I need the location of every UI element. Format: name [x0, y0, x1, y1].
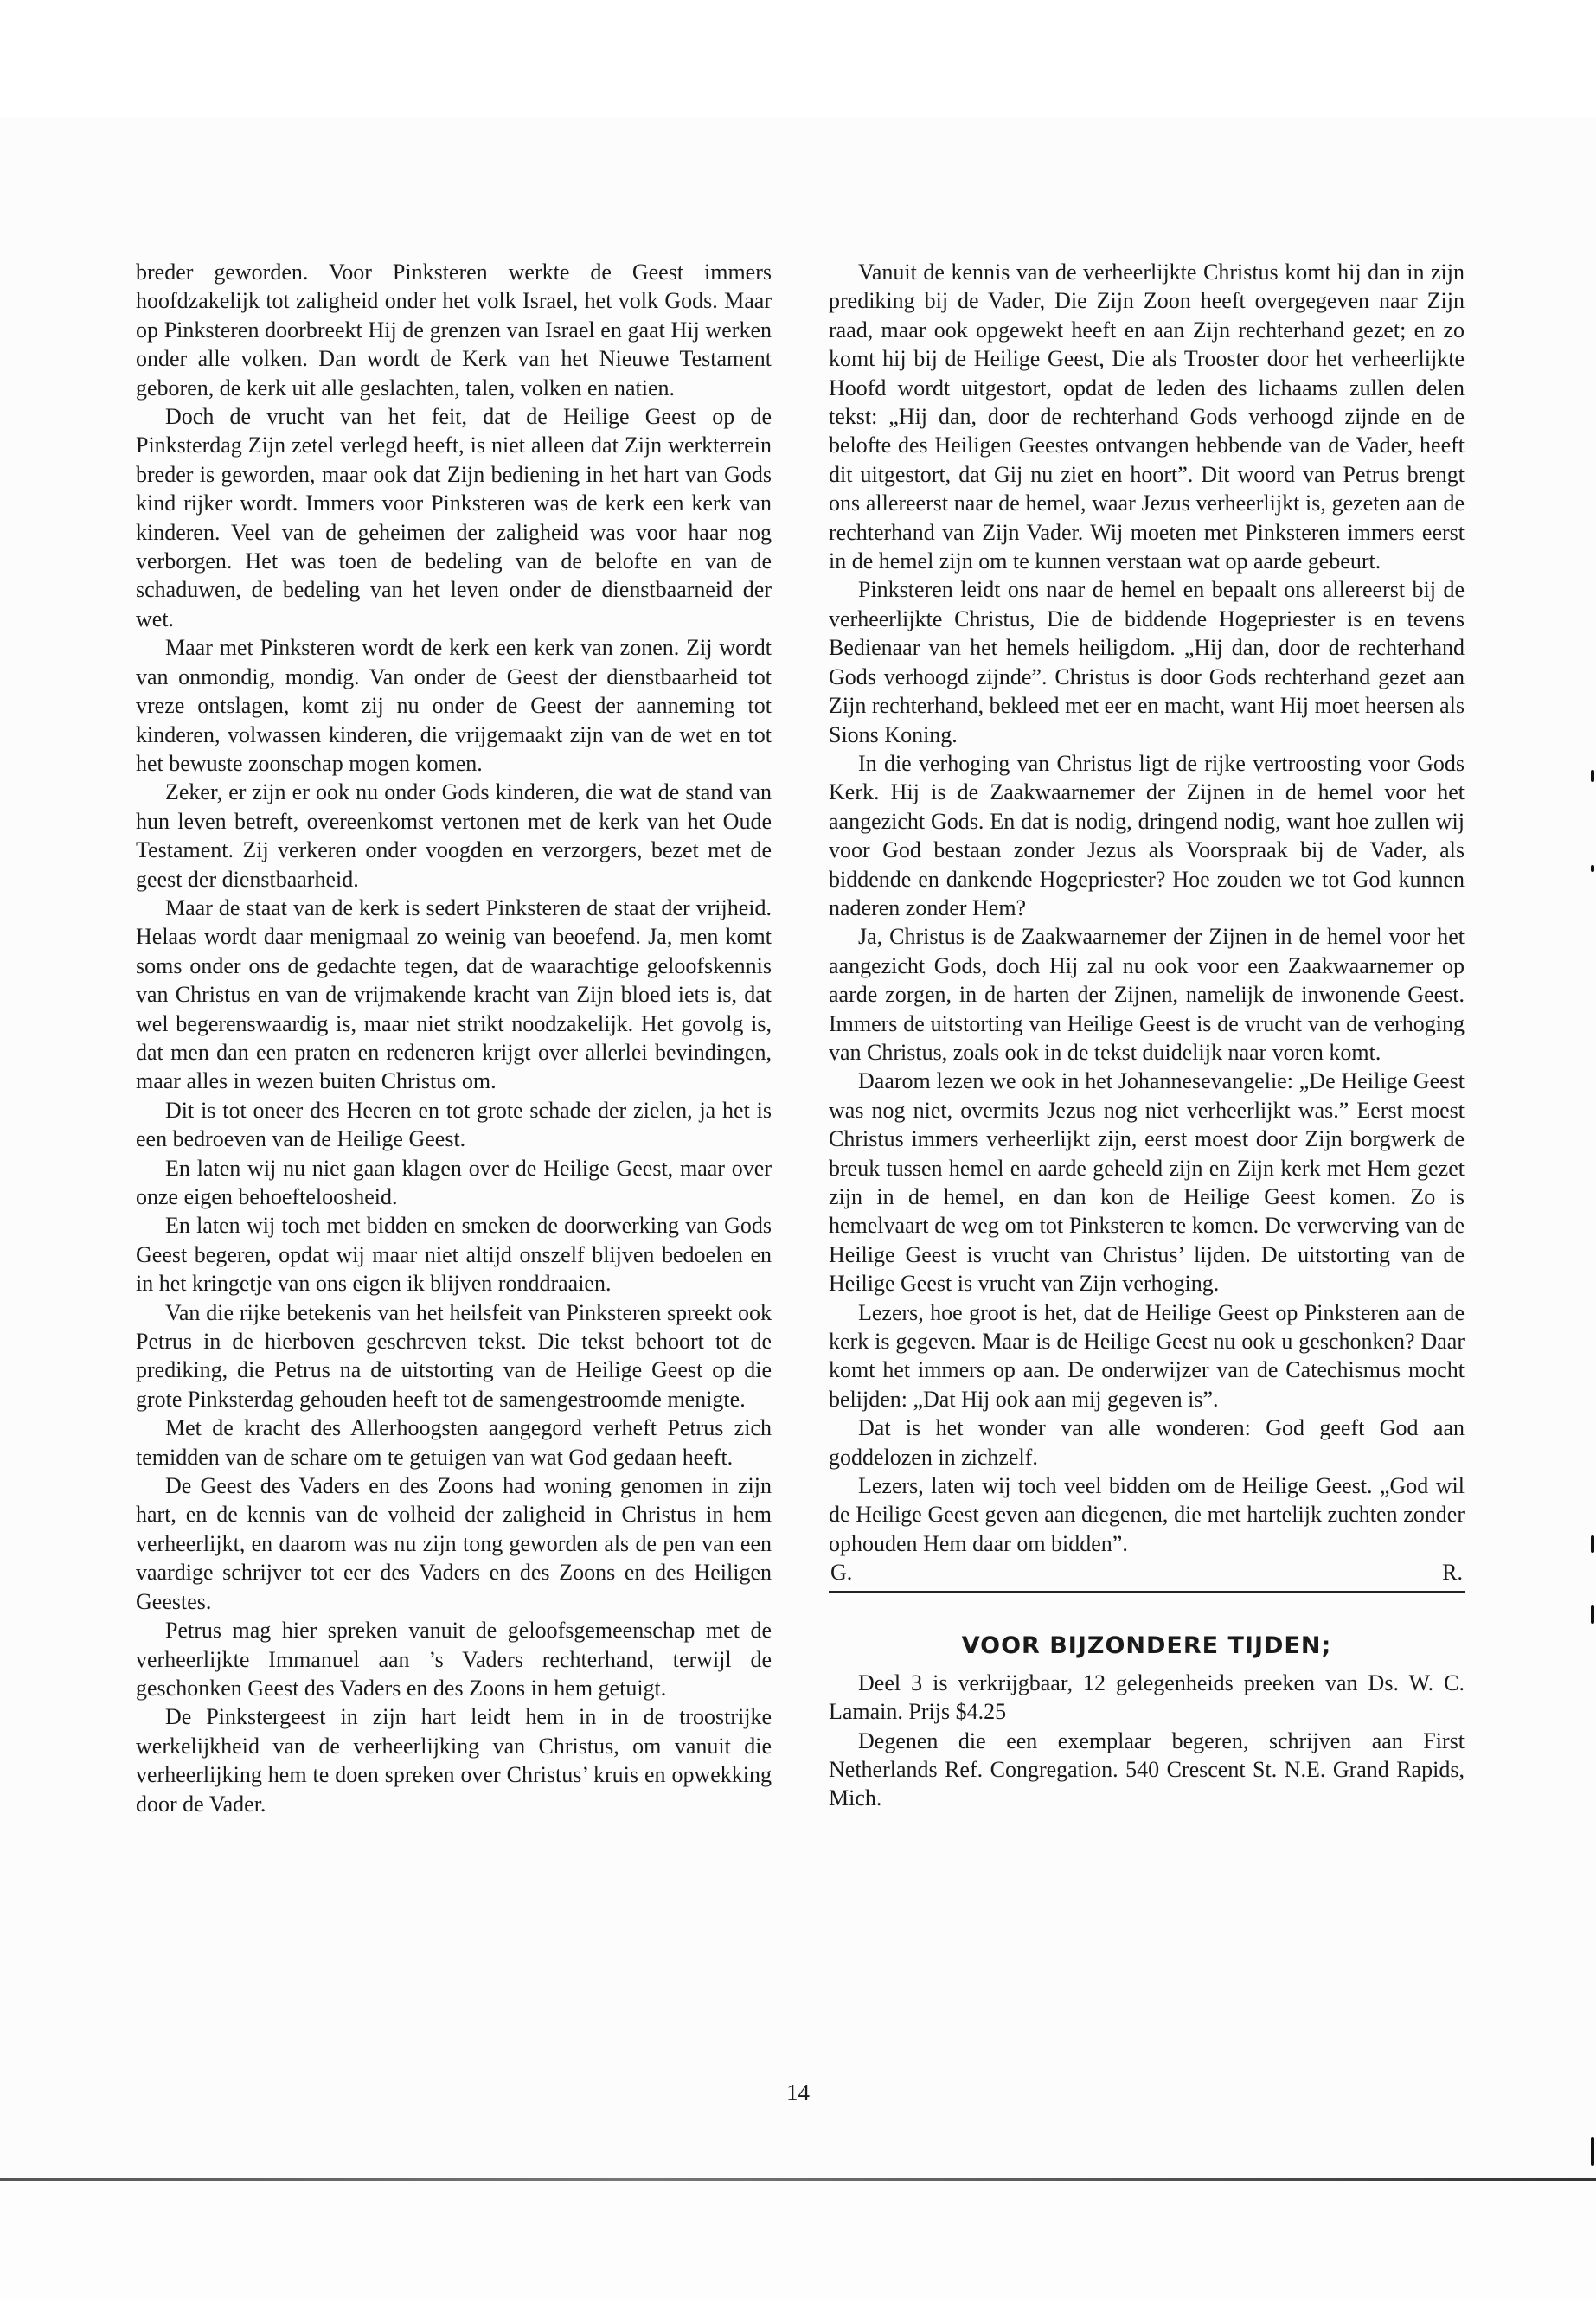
paragraph: Maar de staat van de kerk is sedert Pinksteren de staat der vrijheid. Helaas wordt daar menigmaal zo weinig van beoefend. Ja, men komt soms onder ons de gedachte tegen, dat de waarachtige geloofskennis van Christus en van de vrijmakende kracht van Zijn bloed iets is, dat wel begerenswaardig is, maar niet strikt noodzakelijk. Het govolg is, dat men dan een praten en redeneren krijgt over allerlei bevindingen, maar alles in wezen buiten Christus om.: [136, 894, 772, 1094]
signature-line: [829, 1558, 1465, 1592]
paragraph: Petrus mag hier spreken vanuit de geloofsgemeenschap met de verheerlijkte Immanuel aan ’s Vaders rechterhand, terwijl de geschonken Geest des Vaders en des Zoons in hem getuigt.: [136, 1618, 772, 1701]
paragraph: En laten wij toch met bidden en smeken de doorwerking van Gods Geest begeren, opdat wij maar niet altijd onszelf blijven bedoelen en in het kringetje van ons eigen ik blijven ronddraaien.: [136, 1213, 772, 1297]
top-margin: [0, 0, 1596, 117]
paragraph: Lezers, laten wij toch veel bidden om de Heilige Geest. „God wil de Heilige Geest geven aan diegenen, die met hartelijk zuchten zonder ophouden Hem daar om bidden”.: [829, 1473, 1465, 1556]
paragraph: Doch de vrucht van het feit, dat de Heilige Geest op de Pinksterdag Zijn zetel verlegd heeft, is niet alleen dat Zijn werkterrein breder is geworden, maar ook dat Zijn bediening in het hart van Gods kind rijker wordt. Immers voor Pinksteren was de kerk een kerk van kinderen. Veel van de geheimen der zaligheid was voor haar nog verborgen. Het was toen de bedeling van de belofte en van de schaduwen, de bedeling van het leven onder de dienstbaarneid der wet.: [136, 404, 772, 631]
paragraph: Lezers, hoe groot is het, dat de Heilige Geest op Pinksteren aan de kerk is gegeven. Maar is de Heilige Geest nu ook u geschonken? Daar komt het immers op aan. De onderwijzer van de Catechismus mocht belijden: „Dat Hij ook aan mij gegeven is”.: [829, 1299, 1465, 1412]
announcement-paragraph: Degenen die een exemplaar begeren, schrijven aan First Netherlands Ref. Congregation. 540 Crescent St. N.E. Grand Rapids, Mich.: [829, 1727, 1465, 1811]
scan-edge-mark: [1591, 1605, 1594, 1624]
paragraph: Daarom lezen we ook in het Johannesevangelie: „De Heilige Geest was nog niet, overmits Jezus nog niet verheerlijkt was.” Eerst moest Christus immers verheerlijkt zijn, eerst moest door Zijn borgwerk de breuk tussen hemel en aarde geheeld zijn en Zijn kerk met Hem gezet zijn in de hemel, en dan kon de Heilige Geest komen. Zo is hemelvaart de weg om tot Pinksteren te komen. De verwerving van de Heilige Geest is vrucht van Christus’ lijden. De uitstorting van de Heilige Geest is vrucht van Zijn verhoging.: [829, 1068, 1465, 1297]
right-column: [829, 258, 1465, 1813]
signature-initial-right: R.: [1442, 1560, 1463, 1586]
scan-edge-mark: [1591, 2137, 1594, 2166]
paragraph: Vanuit de kennis van de verheerlijkte Christus komt hij dan in zijn prediking bij de Vader, Die Zijn Zoon heeft overgegeven naar Zijn raad, maar ook opgewekt heeft en aan Zijn rechterhand gezet; en zo komt hij bij de Heilige Geest, Die als Trooster door het verheerlijkte Hoofd wordt uitgestort, opdat de leden des lichaams zullen delen tekst: „Hij dan, door de rechterhand Gods verhoogd zijnde en de belofte des Heiligen Geestes ontvangen hebbende van de Vader, heeft dit uitgestort, dat Gij nu ziet en hoort”. Dit woord van Petrus brengt ons allereerst naar de hemel, waar Jezus verheerlijkt is, gezeten aan de rechterhand van Zijn Vader. Wij moeten met Pinksteren immers eerst in de hemel zijn om te kunnen verstaan wat op aarde gebeurt.: [829, 260, 1465, 574]
paragraph: Dit is tot oneer des Heeren en tot grote schade der zielen, ja het is een bedroeven van de Heilige Geest.: [136, 1097, 772, 1152]
paragraph: De Geest des Vaders en des Zoons had woning genomen in zijn hart, en de kennis van de volheid der zaligheid in Christus in hem verheerlijkt, en daarom was nu zijn tong geworden als de pen van een vaardige schrijver tot eer des Vaders en des Zoons en des Heiligen Geestes.: [136, 1473, 772, 1614]
paragraph: Zeker, er zijn er ook nu onder Gods kinderen, die wat de stand van hun leven betreft, overeenkomst vertonen met de kerk van het Oude Testament. Zij verkeren onder voogden en verzorgers, bezet met de geest der dienstbaarheid.: [136, 779, 772, 892]
paragraph: Dat is het wonder van alle wonderen: God geeft God aan goddelozen in zichzelf.: [829, 1415, 1465, 1470]
left-column: [136, 258, 772, 1818]
paragraph: Maar met Pinksteren wordt de kerk een kerk van zonen. Zij wordt van onmondig, mondig. Van onder de Geest der dienstbaarheid tot vreze ontslagen, komt zij nu onder de Geest der aanneming tot kinderen, volwassen kinderen, die vrijgemaakt zijn van de wet en tot het bewuste zoonschap mogen komen.: [136, 635, 772, 776]
bottom-margin: [0, 2181, 1596, 2301]
scan-edge-mark: [1591, 770, 1594, 782]
signature-initial-left: G.: [830, 1560, 853, 1586]
paragraph: Pinksteren leidt ons naar de hemel en bepaalt ons allereerst bij de verheerlijkte Christus, Die de biddende Hogepriester is en tevens Bedienaar van het hemels heiligdom. „Hij dan, door de rechterhand Gods verhoogd zijnde”. Christus is door Gods rechterhand gezet aan Zijn rechterhand, bekleed met eer en macht, want Hij moet heersen als Sions Koning.: [829, 577, 1465, 747]
scan-edge-mark: [1591, 1535, 1594, 1553]
paragraph: In die verhoging van Christus ligt de rijke vertroosting voor Gods Kerk. Hij is de Zaakwaarnemer der Zijnen in de hemel voor het aangezicht Gods. En dat is nodig, dringend nodig, want hoe zullen wij voor God bestaan zonder Jezus als Voorspraak bij de Vader, als biddende en dankende Hogepriester? Hoe zouden we tot God kunnen naderen zonder Hem?: [829, 750, 1465, 920]
page-number: 14: [786, 2080, 810, 2106]
paragraph: Van die rijke betekenis van het heilsfeit van Pinksteren spreekt ook Petrus in de hierboven geschreven tekst. Die tekst behoort tot de prediking, die Petrus na de uitstorting van de Heilige Geest op die grote Pinksterdag gehouden heeft tot de samengestroomde menigte.: [136, 1299, 772, 1412]
paragraph: breder geworden. Voor Pinksteren werkte de Geest immers hoofdzakelijk tot zaligheid onder het volk Israel, het volk Gods. Maar op Pinksteren doorbreekt Hij de grenzen van Israel en gaat Hij werken onder alle volken. Dan wordt de Kerk van het Nieuwe Testament geboren, de kerk uit alle geslachten, talen, volken en natien.: [136, 260, 772, 401]
announcement-paragraph: Deel 3 is verkrijgbaar, 12 gelegenheids preeken van Ds. W. C. Lamain. Prijs $4.25: [829, 1670, 1465, 1725]
scan-edge-mark: [1591, 865, 1594, 872]
paragraph: Ja, Christus is de Zaakwaarnemer der Zijnen in de hemel voor het aangezicht Gods, doch Hij zal nu ook voor een Zaakwaarnemer op aarde zorgen, in de harten der Zijnen, namelijk de inwonende Geest. Immers de uitstorting van Heilige Geest is de vrucht van de verhoging van Christus, zoals ook in de tekst duidelijk naar voren komt.: [829, 924, 1465, 1065]
announcement-title: VOOR BIJZONDERE TIJDEN;: [961, 1631, 1332, 1659]
paragraph: De Pinkstergeest in zijn hart leidt hem in in de troostrijke werkelijkheid van de verheerlijking van Christus, om vanuit die verheerlijking hem te doen spreken over Christus’ kruis en opwekking door de Vader.: [136, 1704, 772, 1817]
paragraph: Met de kracht des Allerhoogsten aangegord verheft Petrus zich temidden van de schare om te getuigen van wat God gedaan heeft.: [136, 1415, 772, 1470]
paragraph: En laten wij nu niet gaan klagen over de Heilige Geest, maar over onze eigen behoefteloosheid.: [136, 1155, 772, 1209]
